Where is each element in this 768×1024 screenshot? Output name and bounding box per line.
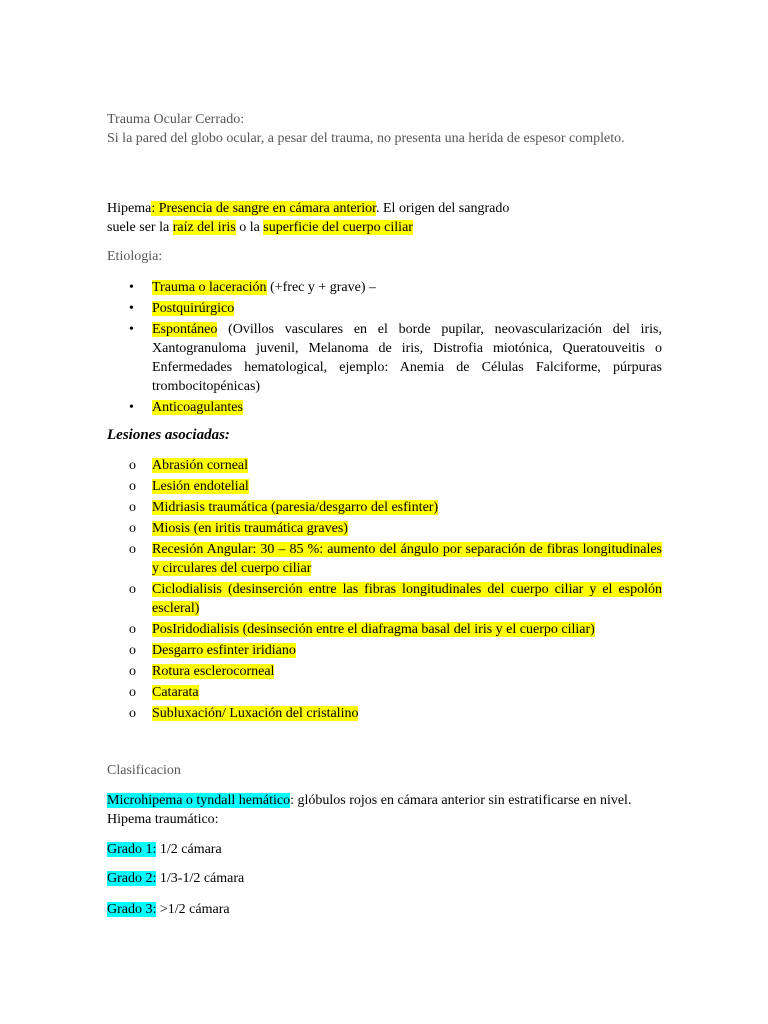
list-item bbox=[107, 299, 662, 318]
etiologia-item-highlight: Postquirúrgico bbox=[152, 301, 235, 316]
etiologia-item-highlight: Anticoagulantes bbox=[152, 400, 243, 415]
grado-row bbox=[107, 869, 662, 888]
lesiones-list bbox=[107, 456, 662, 725]
circle-marker: o bbox=[129, 521, 136, 536]
hipema-term: Hipema bbox=[107, 201, 152, 216]
list-item bbox=[107, 398, 662, 417]
intro-title: Trauma Ocular Cerrado: bbox=[107, 112, 245, 127]
bullet-marker: • bbox=[129, 400, 134, 415]
etiologia-heading: Etiologia: bbox=[107, 249, 163, 264]
circle-marker: o bbox=[129, 622, 136, 637]
list-item bbox=[107, 662, 662, 681]
etiologia-item-highlight: Espontáneo bbox=[152, 322, 218, 337]
hipema-text-1: . El origen del sangrado bbox=[376, 201, 510, 216]
list-item bbox=[107, 320, 662, 396]
intro-section bbox=[107, 110, 662, 148]
etiologia-item-highlight: Trauma o laceración bbox=[152, 280, 267, 295]
lesion-text: Lesión endotelial bbox=[152, 479, 249, 494]
lesion-text: Miosis (en iritis traumática graves) bbox=[152, 521, 348, 536]
lesiones-heading: Lesiones asociadas: bbox=[107, 427, 230, 443]
list-item bbox=[107, 704, 662, 723]
intro-description: Si la pared del globo ocular, a pesar del trauma, no presenta una herida de espesor completo. bbox=[107, 131, 625, 146]
circle-marker: o bbox=[129, 706, 136, 721]
lesion-text: Ciclodialisis (desinserción entre las fibras longitudinales del cuerpo ciliar y el espolón escleral) bbox=[152, 582, 662, 616]
circle-marker: o bbox=[129, 542, 136, 557]
bullet-marker: • bbox=[129, 301, 134, 316]
circle-marker: o bbox=[129, 664, 136, 679]
circle-marker: o bbox=[129, 479, 136, 494]
grado-row bbox=[107, 900, 662, 919]
microhipema-term: Microhipema o tyndall hemático bbox=[107, 793, 291, 808]
etiologia-item-text: (+frec y + grave) – bbox=[266, 280, 377, 295]
list-item bbox=[107, 540, 662, 578]
microhipema-definition: : glóbulos rojos en cámara anterior sin estratificarse en nivel. Hipema traumático: bbox=[107, 793, 632, 827]
microhipema-paragraph bbox=[107, 791, 637, 829]
grado-label: Grado 3: bbox=[107, 902, 157, 917]
grado-value: >1/2 cámara bbox=[156, 902, 230, 917]
bullet-marker: • bbox=[129, 322, 134, 337]
list-item bbox=[107, 477, 662, 496]
bullet-marker: • bbox=[129, 280, 134, 295]
grado-row bbox=[107, 840, 662, 859]
clasificacion-heading: Clasificacion bbox=[107, 763, 181, 778]
lesion-text: PosIridodialisis (desinseción entre el diafragma basal del iris y el cuerpo ciliar) bbox=[152, 622, 595, 637]
lesion-text: Rotura esclerocorneal bbox=[152, 664, 275, 679]
lesion-text: Abrasión corneal bbox=[152, 458, 249, 473]
list-item bbox=[107, 456, 662, 475]
grado-value: 1/2 cámara bbox=[156, 842, 222, 857]
grado-label: Grado 1: bbox=[107, 842, 157, 857]
hipema-definition: : Presencia de sangre en cámara anterior bbox=[151, 201, 376, 216]
circle-marker: o bbox=[129, 458, 136, 473]
grado-label: Grado 2: bbox=[107, 871, 157, 886]
list-item bbox=[107, 683, 662, 702]
hipema-superficie-ciliar: superficie del cuerpo ciliar bbox=[263, 220, 413, 235]
list-item bbox=[107, 498, 662, 517]
list-item bbox=[107, 641, 662, 660]
circle-marker: o bbox=[129, 685, 136, 700]
list-item bbox=[107, 620, 662, 639]
hipema-text-2: suele ser la bbox=[107, 220, 173, 235]
lesion-text: Desgarro esfinter iridiano bbox=[152, 643, 296, 658]
lesion-text: Recesión Angular: 30 – 85 %: aumento del ángulo por separación de fibras longitudinales y circulares del cuerpo ciliar bbox=[152, 542, 662, 576]
hipema-raiz-iris: raíz del iris bbox=[172, 220, 236, 235]
lesion-text: Catarata bbox=[152, 685, 199, 700]
circle-marker: o bbox=[129, 582, 136, 597]
list-item bbox=[107, 519, 662, 538]
lesion-text: Subluxación/ Luxación del cristalino bbox=[152, 706, 359, 721]
hipema-text-3: o la bbox=[235, 220, 264, 235]
list-item bbox=[107, 580, 662, 618]
lesion-text: Midriasis traumática (paresia/desgarro del esfinter) bbox=[152, 500, 439, 515]
hipema-paragraph bbox=[107, 199, 557, 237]
circle-marker: o bbox=[129, 500, 136, 515]
etiologia-list bbox=[107, 278, 662, 419]
etiologia-item-text: (Ovillos vasculares en el borde pupilar, neovascularización del iris, Xantogranuloma juvenil, Melanoma de iris, Distrofia miotónica, Queratouveitis o Enfermedades hematological, ejemplo: Anemia de Células Falciforme, púrpuras trombocitopénicas) bbox=[152, 322, 662, 394]
list-item bbox=[107, 278, 662, 297]
grado-value: 1/3-1/2 cámara bbox=[156, 871, 245, 886]
circle-marker: o bbox=[129, 643, 136, 658]
